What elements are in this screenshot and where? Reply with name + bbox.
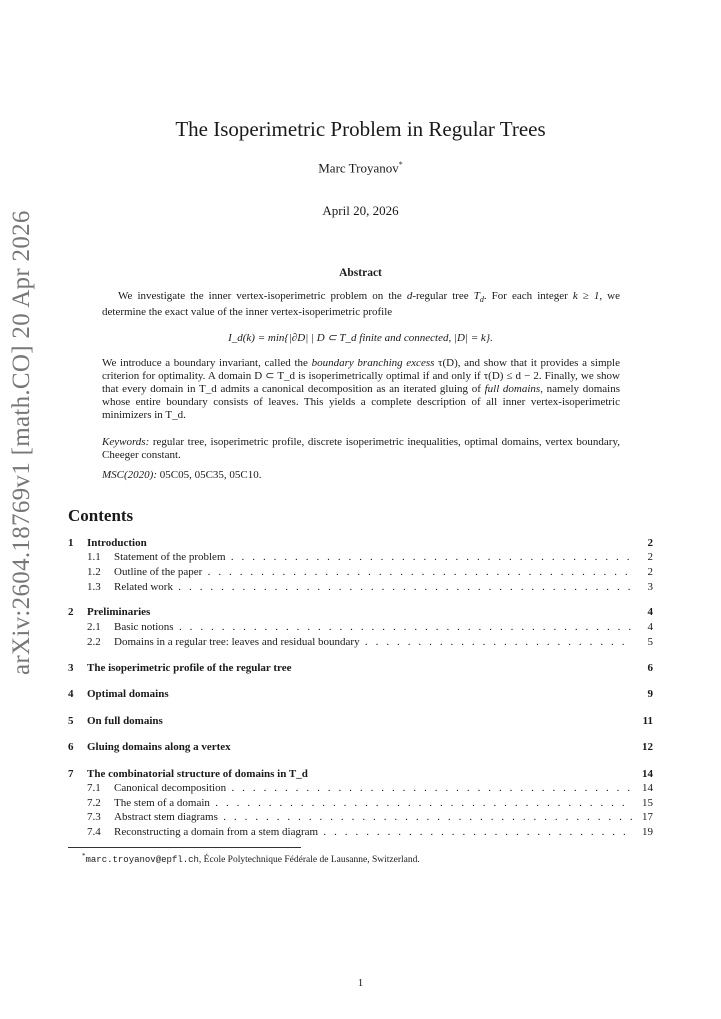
toc-entry-page: 4 (647, 621, 653, 633)
toc-entry-page: 15 (642, 797, 653, 809)
abstract-paragraph-2 (102, 357, 620, 422)
toc-entry-number: 7.2 (87, 797, 101, 809)
toc-entry-label: Abstract stem diagrams . . . (114, 810, 633, 824)
toc-entry-label: The combinatorial structure of domains in T_d (87, 768, 308, 780)
toc-entry-number: 2.1 (87, 621, 101, 633)
toc-entry-page: 5 (647, 636, 653, 648)
msc-text: 05C05, 05C35, 05C10. (157, 469, 262, 481)
abstract-emphasis: boundary branching excess (311, 357, 435, 369)
toc-entry-page: 12 (642, 741, 653, 753)
toc-entry-page: 4 (647, 606, 653, 618)
toc-entry-label: Basic notions . . . (114, 620, 633, 634)
contents-heading: Contents (68, 506, 134, 525)
toc-entry-number: 1.1 (87, 551, 101, 563)
toc-entry[interactable] (68, 825, 653, 839)
toc-entry[interactable] (68, 687, 653, 701)
date: April 20, 2026 (322, 203, 399, 218)
toc-entry-label: The isoperimetric profile of the regular tree (87, 662, 292, 674)
toc-entry[interactable] (68, 635, 653, 649)
toc-entry-number: 2.2 (87, 636, 101, 648)
footnote-rule (68, 847, 301, 848)
toc-entry-label: Introduction (87, 537, 147, 549)
toc-entry[interactable] (68, 740, 653, 754)
abstract-text: , we determine the exact value of the inner vertex-isoperimetric profile (102, 290, 621, 319)
keywords-text: regular tree, isoperimetric profile, discrete isoperimetric inequalities, optimal domains, vertex boundary, Cheeger constant. (102, 436, 620, 461)
toc-entry-number: 7.1 (87, 782, 101, 794)
toc-entry[interactable] (68, 605, 653, 619)
toc-entry[interactable] (68, 620, 653, 634)
author-name: Marc Troyanov (318, 160, 399, 176)
abstract-heading: Abstract (339, 267, 382, 279)
arxiv-stamp: arXiv:2604.18769v1 [math.CO] 20 Apr 2026 (8, 210, 35, 675)
keywords (102, 436, 620, 462)
toc-entry-label: Canonical decomposition . . . (114, 781, 633, 795)
toc-entry-label: The stem of a domain . . . (114, 796, 633, 810)
toc-entry-label: Related work . . . (114, 580, 633, 594)
keywords-label: Keywords: (102, 436, 150, 448)
toc-entry-number: 7 (68, 768, 74, 780)
toc-entry-label: Preliminaries (87, 606, 151, 618)
msc-classification (102, 469, 620, 482)
toc-entry-number: 4 (68, 688, 74, 700)
toc-entry-page: 11 (642, 715, 653, 727)
toc-entry-page: 9 (647, 688, 653, 700)
abstract-text: τ(D), and show that it provides a simple criterion for optimality. A domain D ⊂ T_d is isoperimetrically optimal if and only if τ(D) ≤ d − 2. Finally, we show that every domain in T_d admits a canonical decomposition as an iterated gluing of (102, 357, 620, 395)
toc-entry-label: Domains in a regular tree: leaves and residual boundary . . . (114, 635, 633, 649)
toc-entry-number: 7.3 (87, 811, 101, 823)
toc-entry-number: 1.2 (87, 566, 101, 578)
toc-entry-label: Reconstructing a domain from a stem diagram . . . (114, 825, 633, 839)
toc-entry-label: Statement of the problem . . . (114, 550, 633, 564)
toc-entry[interactable] (68, 580, 653, 594)
toc-entry[interactable] (68, 536, 653, 550)
toc-entry[interactable] (68, 661, 653, 675)
toc-entry-label: On full domains (87, 715, 163, 727)
abstract-text: We introduce a boundary invariant, called the (102, 357, 312, 369)
toc-entry[interactable] (68, 781, 653, 795)
toc-entry[interactable] (68, 550, 653, 564)
toc-entry-label: Outline of the paper . . . (114, 565, 633, 579)
toc-entry-page: 2 (647, 537, 653, 549)
abstract-emphasis: full domains (484, 383, 541, 395)
abstract-paragraph-1 (102, 290, 620, 319)
abstract-text: , namely domains whose entire boundary consists of leaves. This yields a complete description of all inner vertex-isoperimetric minimizers in T_d. (102, 383, 620, 421)
paper-title: The Isoperimetric Problem in Regular Trees (175, 117, 546, 141)
toc-entry[interactable] (68, 714, 653, 728)
display-equation: I_d(k) = min{|∂D| | D ⊂ T_d finite and connected, |D| = k}. (228, 332, 493, 344)
toc-entry-number: 1.3 (87, 581, 101, 593)
author-footnote-mark: * (398, 160, 403, 169)
abstract-text: . For each integer (483, 290, 573, 302)
abstract-math: k ≥ 1 (572, 290, 600, 302)
toc-entry-page: 17 (642, 811, 653, 823)
toc-entry-page: 19 (642, 826, 653, 838)
toc-entry[interactable] (68, 565, 653, 579)
footnote-email[interactable]: marc.troyanov@epfl.ch (85, 855, 199, 866)
toc-entry-label: Gluing domains along a vertex (87, 741, 231, 753)
msc-label: MSC(2020): (102, 469, 157, 481)
toc-entry-number: 6 (68, 741, 74, 753)
toc-entry-number: 3 (68, 662, 74, 674)
toc-entry-label: Optimal domains (87, 688, 169, 700)
toc-entry[interactable] (68, 767, 653, 781)
toc-entry-number: 5 (68, 715, 74, 727)
toc-entry-page: 6 (647, 662, 653, 674)
footnote-mark: * (82, 852, 86, 860)
abstract-math-sub: d (479, 295, 484, 305)
toc-entry[interactable] (68, 796, 653, 810)
abstract-math: T (473, 290, 480, 302)
footnote-affiliation: , École Polytechnique Fédérale de Lausanne, Switzerland. (198, 855, 420, 866)
toc-entry[interactable] (68, 810, 653, 824)
abstract-math: d (406, 290, 413, 302)
author (0, 160, 721, 176)
toc-entry-number: 7.4 (87, 826, 101, 838)
toc-entry-page: 14 (642, 782, 653, 794)
footnote (82, 852, 420, 865)
toc-entry-number: 2 (68, 606, 74, 618)
abstract-text: We investigate the inner vertex-isoperimetric problem on the (118, 290, 407, 302)
toc-entry-page: 3 (647, 581, 653, 593)
abstract-text: -regular tree (412, 290, 474, 302)
toc-entry-page: 2 (647, 551, 653, 563)
toc-entry-number: 1 (68, 537, 74, 549)
page-number: 1 (357, 977, 364, 989)
toc-entry-page: 14 (642, 768, 653, 780)
toc-entry-page: 2 (647, 566, 653, 578)
